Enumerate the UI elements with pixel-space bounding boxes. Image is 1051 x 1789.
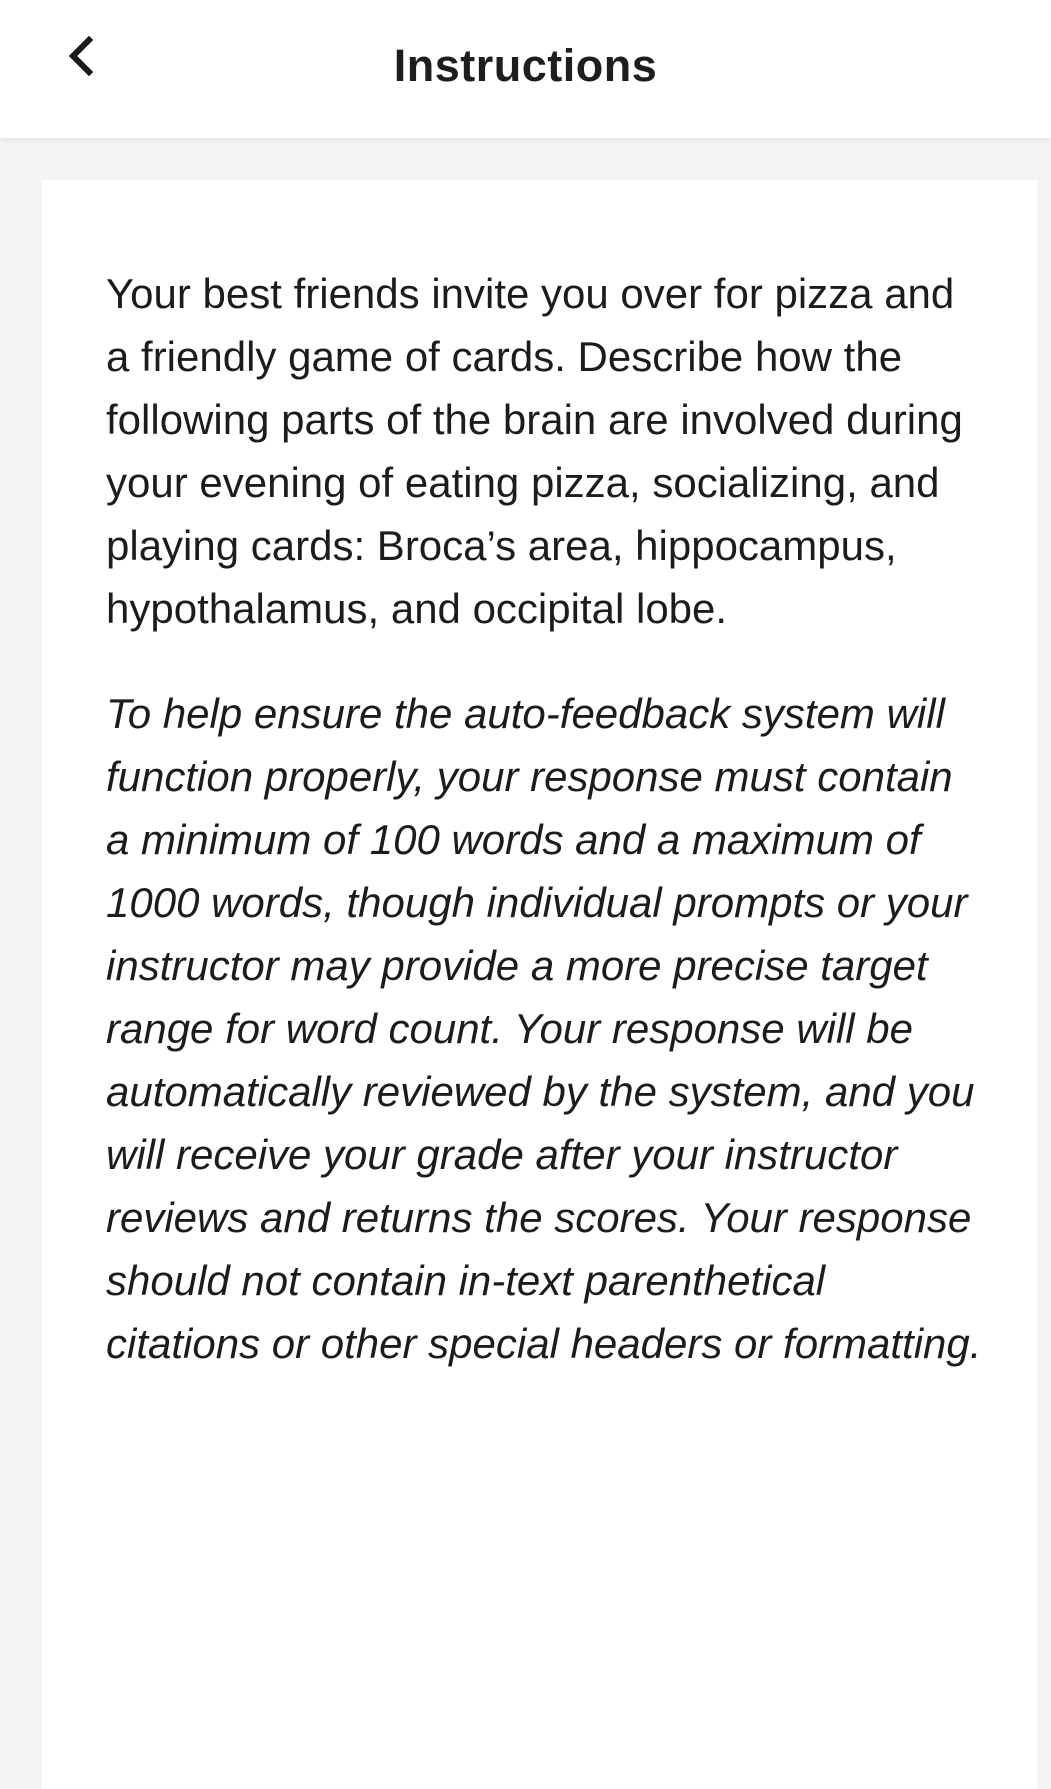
response-guidelines-text: To help ensure the auto-feedback system will function properly, your response must contain a minimum of 100 words and a maximum of 1000 words, though individual prompts or your instructor may provide a more precise target range for word count. Your response will be automatically reviewed by the system, and you will receive your grade after your instructor reviews and returns the scores. Your response should not contain in-text parenthetical citations or other special headers or formatting. [106,690,982,1367]
instructions-card [42,180,1037,1789]
prompt-text: Your best friends invite you over for pizza and a friendly game of cards. Describe how the following parts of the brain are involved during your evening of eating pizza, socializing, and playing cards: Broca’s area, hippocampus, hypothalamus, and occipital lobe. [106,270,963,632]
app-header [0,0,1051,138]
page-title: Instructions [393,40,658,91]
